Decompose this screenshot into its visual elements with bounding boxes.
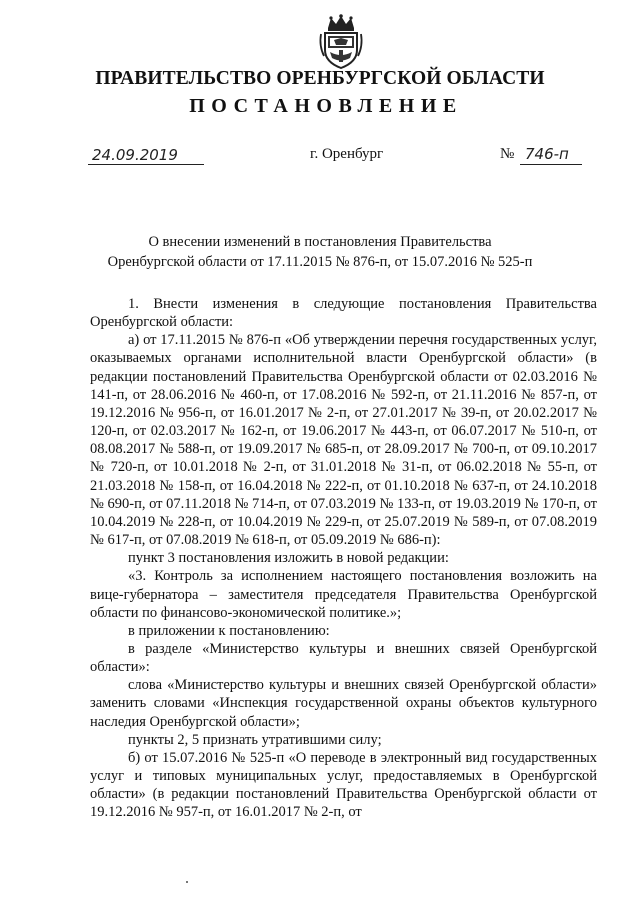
document-type: ПОСТАНОВЛЕНИЕ <box>189 95 463 117</box>
document-number: 746-п <box>525 145 569 163</box>
body-paragraph: «3. Контроль за исполнением настоящего постановления возложить на вице-губернатора – заместителя председателя Правительства Оренбургской области по финансово-экономической политике.»; <box>90 568 597 621</box>
government-title: ПРАВИТЕЛЬСТВО ОРЕНБУРГСКОЙ ОБЛАСТИ <box>95 68 545 89</box>
document-date: 24.09.2019 <box>92 146 178 164</box>
coat-of-arms-icon <box>316 14 366 70</box>
scan-speck <box>186 881 188 883</box>
document-city: г. Оренбург <box>310 146 384 162</box>
body-paragraph: б) от 15.07.2016 № 525-п «О переводе в электронный вид государственных услуг и типовых муниципальных услуг, предоставляемых в Оренбургской области» (в редакции постановлений Правительства Оренбургской области от 19.12.2016 № 957-п, от 16.01.2017 № 2-п, от <box>90 749 597 821</box>
document-number-label: № <box>500 146 515 162</box>
document-subject <box>0 232 640 272</box>
body-paragraph: в приложении к постановлению: <box>128 622 330 639</box>
subject-line-1: О внесении изменений в постановления Правительства <box>148 234 492 250</box>
body-paragraph: слова «Министерство культуры и внешних связей Оренбургской области» заменить словами «Инспекция государственной охраны объектов культурного наследия Оренбургской области»; <box>90 677 597 730</box>
subject-line-2: Оренбургской области от 17.11.2015 № 876-п, от 15.07.2016 № 525-п <box>107 254 533 270</box>
body-paragraph: а) от 17.11.2015 № 876-п «Об утверждении перечня государственных услуг, оказываемых органами исполнительной власти Оренбургской области» (в редакции постановлений Правительства Оренбургской области от 02.03.2016 № 141-п, от 28.06.2016 № 460-п, от 17.08.2016 № 592-п, от 21.11.2016 № 857-п, от 19.12.2016 № 956-п, от 16.01.2017 № 2-п, от 27.01.2017 № 39-п, от 20.02.2017 № 120-п, от 02.03.2017 № 162-п, от 19.06.2017 № 443-п, от 06.07.2017 № 510-п, от 08.08.2017 № 588-п, от 19.09.2017 № 685-п, от 28.09.2017 № 700-п, от 09.10.2017 № 720-п, от 10.01.2018 № 2-п, от 31.01.2018 № 31-п, от 06.02.2018 № 55-п, от 21.03.2018 № 158-п, от 16.04.2018 № 222-п, от 01.10.2018 № 637-п, от 24.10.2018 № 690-п, от 07.11.2018 № 714-п, от 07.03.2019 № 133-п, от 19.03.2019 № 170-п, от 10.04.2019 № 228-п, от 10.04.2019 № 229-п, от 25.07.2019 № 589-п, от 07.08.2019 № 617-п, от 07.08.2019 № 618-п, от 05.09.2019 № 686-п): <box>90 332 597 549</box>
number-underline <box>520 164 582 165</box>
body-paragraph: пункты 2, 5 признать утратившими силу; <box>128 731 382 748</box>
body-paragraph: пункт 3 постановления изложить в новой редакции: <box>128 550 449 567</box>
body-paragraph: 1. Внести изменения в следующие постановления Правительства Оренбургской области: <box>90 296 597 331</box>
document-body <box>90 295 597 822</box>
body-paragraph: в разделе «Министерство культуры и внешних связей Оренбургской области»: <box>90 640 597 676</box>
date-underline <box>88 164 204 165</box>
